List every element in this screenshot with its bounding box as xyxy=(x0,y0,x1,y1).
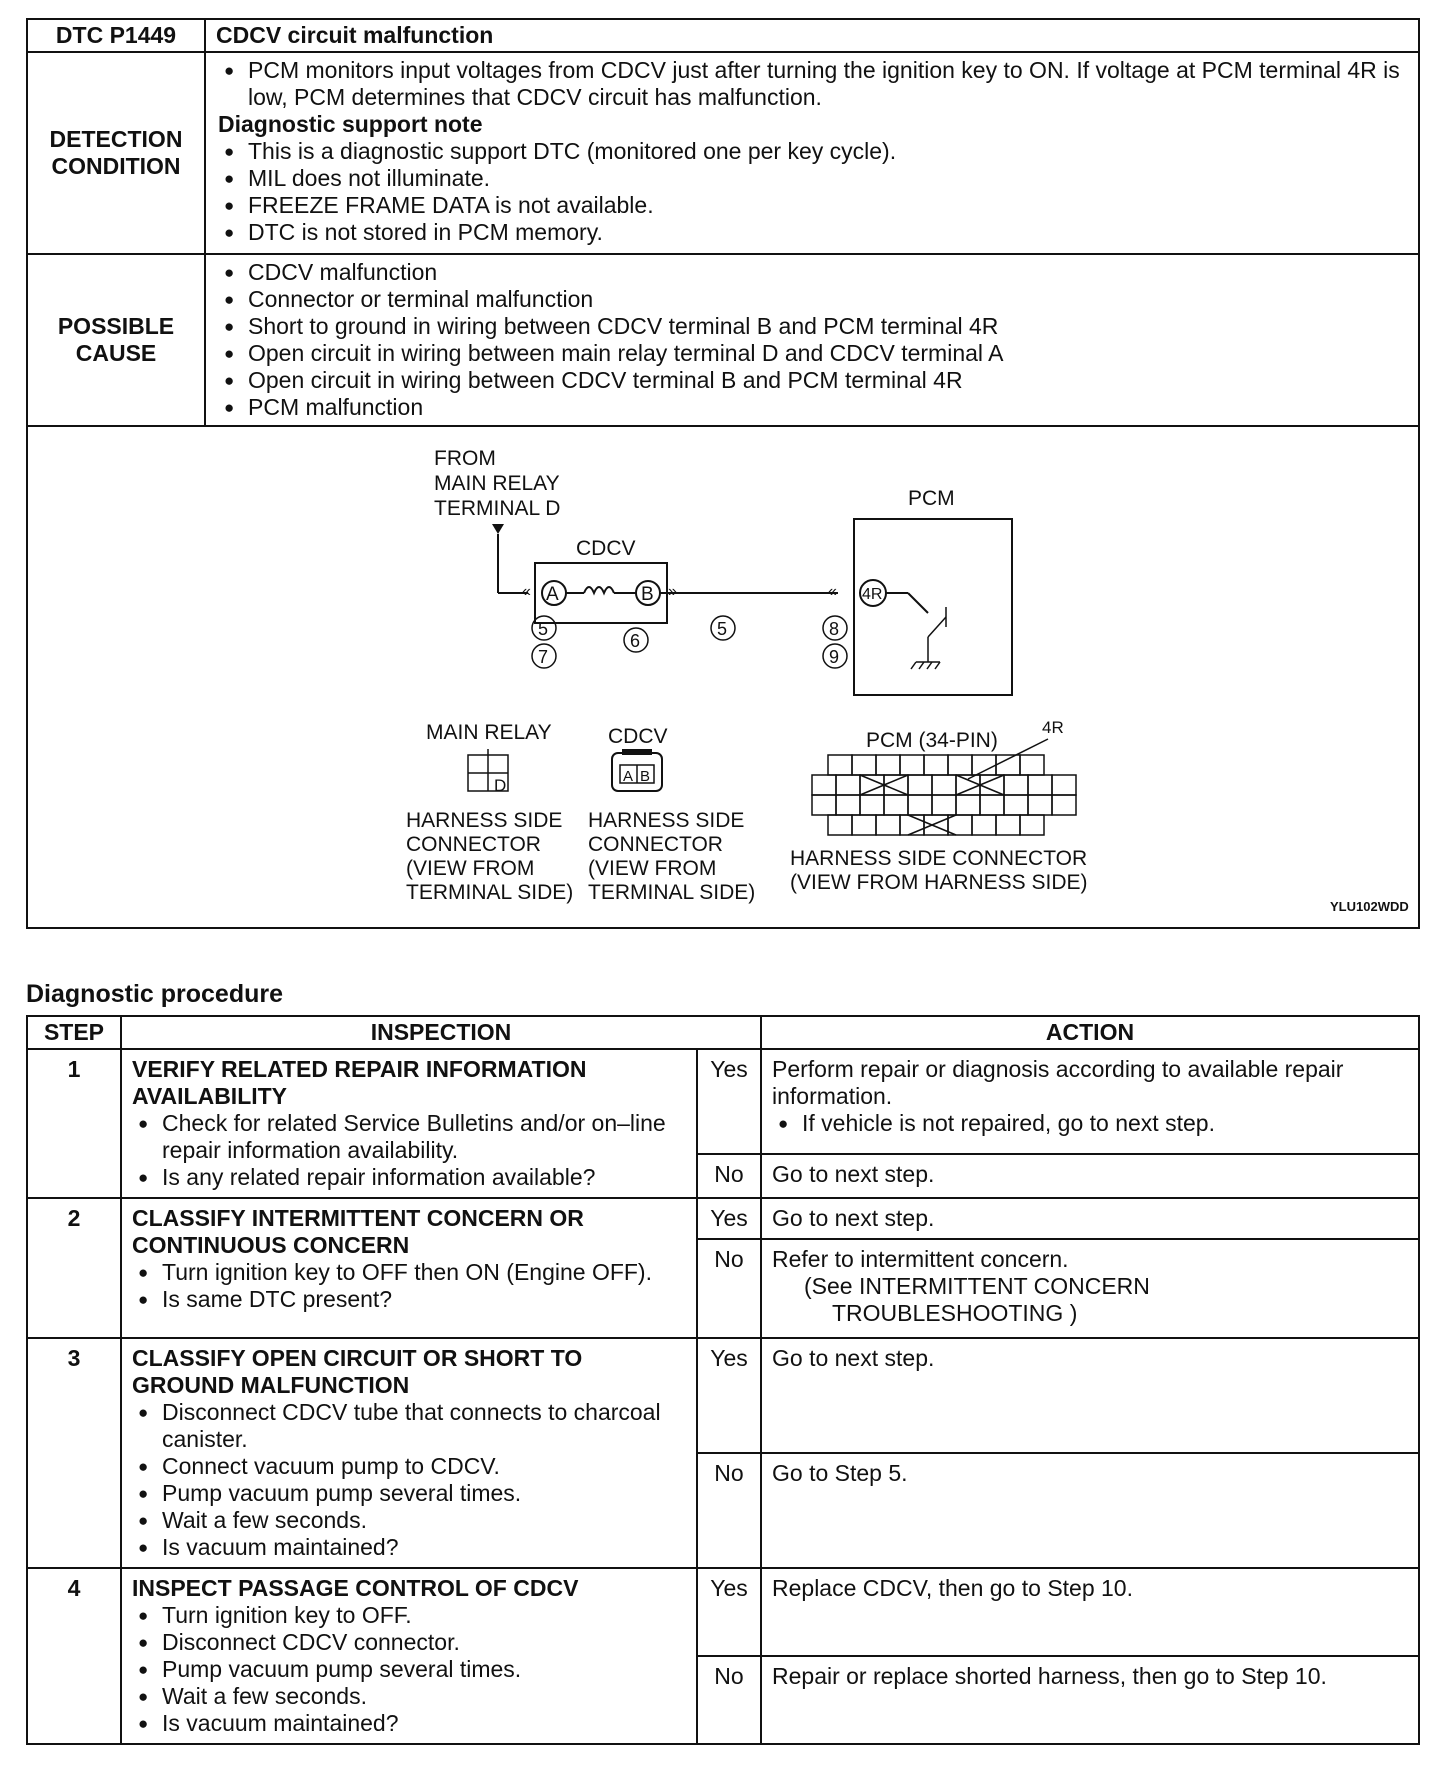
ground-hatch xyxy=(911,662,916,669)
num-5a: 5 xyxy=(538,619,549,639)
pcm-pin-cell xyxy=(852,755,876,775)
step-title: CLASSIFY OPEN CIRCUIT OR SHORT TO GROUND MALFUNCTION xyxy=(132,1345,583,1398)
yes-action xyxy=(761,1049,1419,1154)
step-title: INSPECT PASSAGE CONTROL OF CDCV xyxy=(132,1575,579,1601)
terminal-b: B xyxy=(641,584,654,605)
terminal-a: A xyxy=(546,584,559,605)
pcm-pin-cell xyxy=(980,795,1004,815)
pcm-pin-cell xyxy=(1028,775,1052,795)
diagram-row xyxy=(27,426,1419,928)
pcm-pin-cell xyxy=(996,755,1020,775)
no-label: No xyxy=(697,1453,761,1568)
dtc-code: DTC P1449 xyxy=(27,19,205,52)
cause-item: ● PCM malfunction xyxy=(218,394,1408,421)
dtc-title: CDCV circuit malfunction xyxy=(205,19,1419,52)
support-note-title: Diagnostic support note xyxy=(218,111,483,137)
step-item: ● Is same DTC present? xyxy=(132,1286,686,1313)
step-inspection xyxy=(121,1338,697,1568)
pcm-pin-cell xyxy=(972,755,996,775)
pcm-caption-2: (VIEW FROM HARNESS SIDE) xyxy=(790,871,1088,894)
step-number: 4 xyxy=(27,1568,121,1744)
relay-caption-3: (VIEW FROM xyxy=(406,857,535,880)
yes-label: Yes xyxy=(697,1049,761,1154)
cdcv-connector-latch xyxy=(622,749,652,755)
step-inspection xyxy=(121,1568,697,1744)
pcm34-4r: 4R xyxy=(1042,718,1064,737)
step-item: ● Disconnect CDCV tube that connects to charcoal canister. xyxy=(132,1399,686,1453)
no-action-ref-2: TROUBLESHOOTING ) xyxy=(832,1300,1078,1326)
step-items xyxy=(132,1399,686,1561)
step-number: 1 xyxy=(27,1049,121,1198)
step-row xyxy=(27,1568,1419,1656)
cause-row xyxy=(27,254,1419,426)
pcm-pin-cell xyxy=(956,795,980,815)
ground-hatch xyxy=(935,662,940,669)
pcm-pin-cell xyxy=(884,795,908,815)
cause-item: ● Connector or terminal malfunction xyxy=(218,286,1408,313)
support-note-item: ● DTC is not stored in PCM memory. xyxy=(218,219,1408,246)
pcm-pin-cell xyxy=(908,775,932,795)
step-item: ● Is any related repair information available? xyxy=(132,1164,686,1191)
connector-mark-icon: « xyxy=(828,583,837,600)
step-item: ● Turn ignition key to OFF. xyxy=(132,1602,686,1629)
header-step: STEP xyxy=(27,1016,121,1049)
support-note-item: ● FREEZE FRAME DATA is not available. xyxy=(218,192,1408,219)
step-item: ● Wait a few seconds. xyxy=(132,1507,686,1534)
relay-caption-2: CONNECTOR xyxy=(406,833,541,856)
relay-caption-1: HARNESS SIDE xyxy=(406,809,563,832)
pcm-pin-cell xyxy=(1004,795,1028,815)
dtc-header-row xyxy=(27,19,1419,52)
yes-label: Yes xyxy=(697,1198,761,1239)
pcm-pin-cell xyxy=(860,775,884,795)
pcm-pin-cell xyxy=(836,775,860,795)
yes-action-sub-item: ● If vehicle is not repaired, go to next step. xyxy=(772,1110,1408,1137)
cdcv-connector-label: CDCV xyxy=(608,725,668,748)
cause-item: ● CDCV malfunction xyxy=(218,259,1408,286)
pcm-pin-cell xyxy=(956,775,980,795)
pcm-pin-cell xyxy=(876,815,900,835)
detection-main: ● PCM monitors input voltages from CDCV just after turning the ignition key to ON. If voltage at PCM terminal 4R is low, PCM determines that CDCV circuit has malfunction. xyxy=(218,57,1408,111)
pcm-pin-cell xyxy=(812,795,836,815)
from-label-3: TERMINAL D xyxy=(434,497,561,520)
detection-list xyxy=(218,57,1408,111)
ground-hatch xyxy=(927,662,932,669)
from-label-2: MAIN RELAY xyxy=(434,472,560,495)
step-item: ● Turn ignition key to OFF then ON (Engine OFF). xyxy=(132,1259,686,1286)
step-item: ● Check for related Service Bulletins and/or on–line repair information availability. xyxy=(132,1110,686,1164)
yes-action: Go to next step. xyxy=(761,1198,1419,1239)
pcm-internal-wire2 xyxy=(908,593,928,613)
step-number: 2 xyxy=(27,1198,121,1338)
pcm-pin-cell xyxy=(924,815,948,835)
down-arrow-icon xyxy=(492,524,504,534)
from-label-1: FROM xyxy=(434,447,496,470)
step-item: ● Wait a few seconds. xyxy=(132,1683,686,1710)
step-item: ● Pump vacuum pump several times. xyxy=(132,1480,686,1507)
no-action: Repair or replace shorted harness, then go to Step 10. xyxy=(761,1656,1419,1744)
header-action: ACTION xyxy=(761,1016,1419,1049)
conn-b: B xyxy=(640,768,651,785)
cause-item: ● Open circuit in wiring between CDCV terminal B and PCM terminal 4R xyxy=(218,367,1408,394)
step-item: ● Pump vacuum pump several times. xyxy=(132,1656,686,1683)
cdcv-caption-2: CONNECTOR xyxy=(588,833,723,856)
cause-item: ● Open circuit in wiring between main relay terminal D and CDCV terminal A xyxy=(218,340,1408,367)
figure-code: YLU102WDD xyxy=(1330,899,1409,914)
cdcv-caption-4: TERMINAL SIDE) xyxy=(588,881,756,904)
num-9: 9 xyxy=(829,647,840,667)
step-row xyxy=(27,1338,1419,1453)
step-item: ● Is vacuum maintained? xyxy=(132,1710,686,1737)
pcm-pin-cell xyxy=(812,775,836,795)
yes-action: Go to next step. xyxy=(761,1338,1419,1453)
main-relay-label: MAIN RELAY xyxy=(426,721,552,744)
coil-icon xyxy=(584,587,614,593)
pcm-pin-cell xyxy=(980,775,1004,795)
wiring-diagram-cell xyxy=(27,426,1419,928)
num-6: 6 xyxy=(630,631,641,651)
step-title: VERIFY RELATED REPAIR INFORMATION AVAILABILITY xyxy=(132,1056,587,1109)
yes-action-sub xyxy=(772,1110,1408,1137)
pcm-pin-cell xyxy=(900,815,924,835)
step-items xyxy=(132,1259,686,1313)
pcm-label: PCM xyxy=(908,487,955,510)
no-action-ref-1: (See INTERMITTENT CONCERN xyxy=(804,1273,1150,1299)
step-inspection xyxy=(121,1049,697,1198)
no-label: No xyxy=(697,1154,761,1198)
pcm-pin-cell xyxy=(852,815,876,835)
pcm-34pin-connector-icon xyxy=(812,755,1076,835)
pcm-pin-cell xyxy=(884,775,908,795)
num-7: 7 xyxy=(538,647,549,667)
pcm-pin-cell xyxy=(900,755,924,775)
pcm-pin-cell xyxy=(1020,755,1044,775)
support-note-item: ● This is a diagnostic support DTC (monitored one per key cycle). xyxy=(218,138,1408,165)
no-action: Go to next step. xyxy=(761,1154,1419,1198)
procedure-table xyxy=(26,1015,1420,1745)
yes-label: Yes xyxy=(697,1568,761,1656)
step-item: ● Disconnect CDCV connector. xyxy=(132,1629,686,1656)
cdcv-caption-3: (VIEW FROM xyxy=(588,857,717,880)
detection-row xyxy=(27,52,1419,254)
pcm-pin-cell xyxy=(996,815,1020,835)
step-inspection xyxy=(121,1198,697,1338)
cdcv-caption-1: HARNESS SIDE xyxy=(588,809,745,832)
wiring-diagram xyxy=(28,427,1418,927)
cause-item: ● Short to ground in wiring between CDCV terminal B and PCM terminal 4R xyxy=(218,313,1408,340)
cause-body xyxy=(205,254,1419,426)
step-title: CLASSIFY INTERMITTENT CONCERN OR CONTINUOUS CONCERN xyxy=(132,1205,584,1258)
detection-label: DETECTION CONDITION xyxy=(27,52,205,254)
procedure-title: Diagnostic procedure xyxy=(26,980,283,1008)
step-number: 3 xyxy=(27,1338,121,1568)
ground-hatch xyxy=(919,662,924,669)
pcm-pin-cell xyxy=(972,815,996,835)
pcm-pin-cell xyxy=(860,795,884,815)
pcm-pin-cell xyxy=(932,795,956,815)
num-5b: 5 xyxy=(717,619,728,639)
step-item: ● Is vacuum maintained? xyxy=(132,1534,686,1561)
pcm-pin-cell xyxy=(828,755,852,775)
pcm-pin-cell xyxy=(948,815,972,835)
num-8: 8 xyxy=(829,619,840,639)
no-label: No xyxy=(697,1656,761,1744)
step-items xyxy=(132,1602,686,1737)
support-note-item: ● MIL does not illuminate. xyxy=(218,165,1408,192)
procedure-header-row xyxy=(27,1016,1419,1049)
cause-label: POSSIBLE CAUSE xyxy=(27,254,205,426)
pcm-caption-1: HARNESS SIDE CONNECTOR xyxy=(790,847,1088,870)
pcm-box xyxy=(854,519,1012,695)
dtc-table xyxy=(26,18,1420,929)
step-item: ● Connect vacuum pump to CDCV. xyxy=(132,1453,686,1480)
header-inspection: INSPECTION xyxy=(121,1016,761,1049)
transistor-emitter xyxy=(928,617,946,637)
terminal-4r: 4R xyxy=(862,586,883,603)
conn-a: A xyxy=(623,768,634,785)
relay-pin-d: D xyxy=(494,776,507,795)
no-action xyxy=(761,1239,1419,1338)
pcm-pin-cell xyxy=(1052,775,1076,795)
pcm-pin-cell xyxy=(836,795,860,815)
step-row xyxy=(27,1049,1419,1154)
pcm-pin-cell xyxy=(908,795,932,815)
no-label: No xyxy=(697,1239,761,1338)
pcm-pin-cell xyxy=(924,755,948,775)
support-note-list xyxy=(218,138,1408,246)
pcm34-label: PCM (34-PIN) xyxy=(866,729,998,752)
no-action-text: Refer to intermittent concern. xyxy=(772,1246,1069,1272)
cause-list xyxy=(218,259,1408,421)
pcm-pin-cell xyxy=(1020,815,1044,835)
cdcv-label: CDCV xyxy=(576,537,636,560)
pcm-pin-cell xyxy=(1004,775,1028,795)
pcm-pin-cell xyxy=(1052,795,1076,815)
pcm-pin-cell xyxy=(932,775,956,795)
connector-mark-icon: » xyxy=(668,583,677,600)
no-action: Go to Step 5. xyxy=(761,1453,1419,1568)
pcm-pin-cell xyxy=(876,755,900,775)
relay-caption-4: TERMINAL SIDE) xyxy=(406,881,574,904)
yes-label: Yes xyxy=(697,1338,761,1453)
step-row xyxy=(27,1198,1419,1239)
yes-action-text: Perform repair or diagnosis according to available repair information. xyxy=(772,1056,1344,1109)
yes-action: Replace CDCV, then go to Step 10. xyxy=(761,1568,1419,1656)
detection-body xyxy=(205,52,1419,254)
pcm-pin-cell xyxy=(828,815,852,835)
step-items xyxy=(132,1110,686,1191)
connector-mark-icon: « xyxy=(522,583,531,600)
pcm-pin-cell xyxy=(1028,795,1052,815)
pcm-pin-cell xyxy=(948,755,972,775)
